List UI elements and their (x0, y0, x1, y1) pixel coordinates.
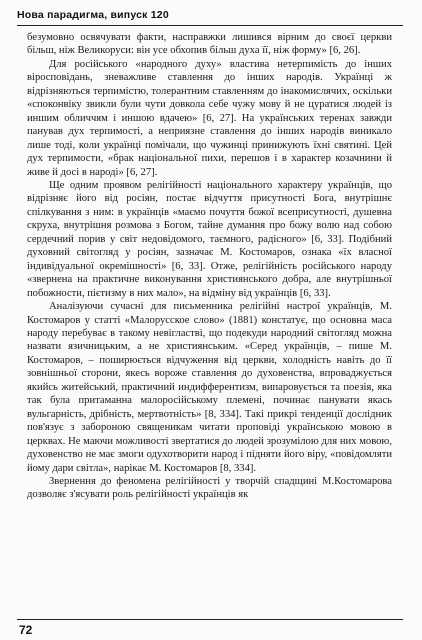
journal-title: Нова парадигма, випуск 120 (17, 9, 169, 21)
article-body (27, 31, 392, 502)
paragraph: Для російського «народного духу» властива нетерпимість до інших віросповідань, зневажливе ставлення до інших народів. Українці ж відрізняються терпимістю, толерантним ставленням до інакомислячих, оскільки «споконвіку звикли були чути довкола себе чужу мову й не цуратися людей із иншим обличчям і иншою вдачею» [6, 27]. На українських теренах завжди панував дух терпимості, а неприязне ставлення до інших народів виникало лише тоді, коли українці помічали, що чужинці принижують їхні святині. Цей дух терпимости, «брак національної пихи, перешов і в характер козачнини й живе й досі в народі» [6, 27]. (27, 58, 392, 178)
page-number: 72 (19, 623, 33, 637)
running-header (17, 5, 403, 26)
paragraph: Ще одним проявом релігійності національного характеру українців, що відрізняє його від росіян, постає відчуття присутності Бога, внутрішнє спілкування з ним: в українців «маємо почуття божої всеприсутності, душевна скруха, внутрішня розмова з Богом, тайне думання про божу волю над собою сердечний порив у світ недовідомого, таємного, радісного» [6, 33]. Подібний духовний світогляд у росіян, зазначає М. Костомаров, ознака «їх власної індивідуальної окремішності» [6, 33]. Отже, релігійність російського народу «звернена на практичне виконування християнського добра, але внутрішньої побожности, пієтизму в них мало», на відміну від українців [6, 33]. (27, 179, 392, 299)
paragraph: Звернення до феномена релігійності у творчій спадщині М.Костомарова дозволяє з'ясувати роль релігійності українців як (27, 475, 392, 501)
page-footer (17, 619, 403, 637)
paragraph: Аналізуючи сучасні для письменника релігійні настрої українців, М. Костомаров у статті «Малорусское слово» (1881) констатує, що основна маса народу перебуває в такому невігластві, що подекуди народний світогляд можна назвати язичницьким, а не християнським. «Серед українців, – пише М. Костомаров, – поширюється відчуження від церкви, холодність навіть до її зовнішньої сторони, якесь вороже ставлення до духовенства, впроваджується якийсь житейський, практичний индифферентизм, випаровується та поезія, яка так була притаманна малоросійському племені, починає панувати якась вульгарність, дрібність, мертвотність» [8, 334]. Такі прикрі тенденції дослідник пов'язує з забороною священикам читати проповіді українською мовою в церквах. Не маючи можливості звертатися до людей зрозумілою для них мовою, духовенство не має змоги одухотворити народ і підняти його віру, «повідомляти йому дари світла», нарікає М. Костомаров [8, 334]. (27, 301, 392, 474)
paragraph-continuation: безумовно освячувати факти, насправжки лишився вірним до своєї церкви більш, ніж Великоруси: він усе обхопив більш духа її, ніж форму» [6, 26]. (27, 32, 392, 57)
